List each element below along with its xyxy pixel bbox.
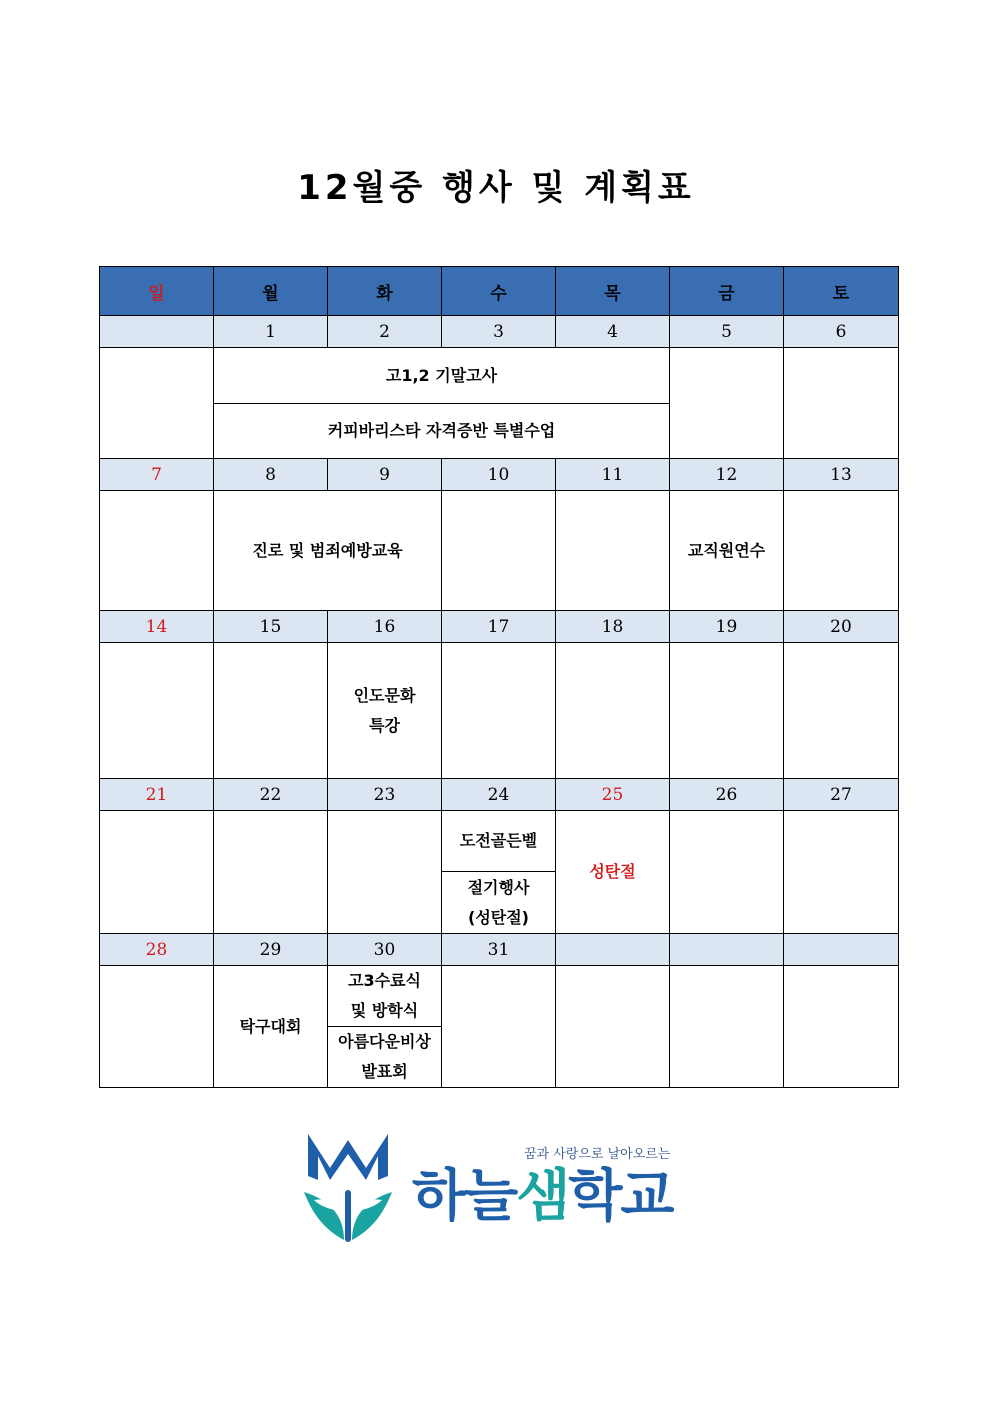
event-cell-empty [556, 966, 670, 1088]
event-exam: 고1,2 기말고사 [214, 348, 670, 404]
logo-school-name [412, 1152, 673, 1232]
date-row-week3 [100, 611, 899, 643]
date-row-week2 [100, 459, 899, 491]
date-cell: 26 [670, 779, 784, 811]
weekday-fri: 금 [670, 267, 784, 316]
date-cell: 11 [556, 459, 670, 491]
date-cell: 5 [670, 316, 784, 348]
event-cell-empty [442, 966, 556, 1088]
event-cell-empty [100, 491, 214, 611]
logo-name-part2: 늘 [464, 1164, 517, 1229]
date-cell: 8 [214, 459, 328, 491]
event-row-week1a [100, 348, 899, 404]
page-title: 12월중 행사 및 계획표 [297, 168, 695, 208]
date-cell: 31 [442, 934, 556, 966]
event-cell-empty [214, 811, 328, 934]
date-row-week4 [100, 779, 899, 811]
weekday-mon: 월 [214, 267, 328, 316]
event-row-week3 [100, 643, 899, 779]
date-cell: 3 [442, 316, 556, 348]
event-cell-empty [556, 643, 670, 779]
weekday-thu: 목 [556, 267, 670, 316]
event-cell-empty [328, 811, 442, 934]
event-career: 진로 및 범죄예방교육 [214, 491, 442, 611]
event-cell-empty [784, 491, 899, 611]
event-cell-empty [556, 491, 670, 611]
event-cell-empty [784, 643, 899, 779]
event-cell-empty [100, 966, 214, 1088]
event-row-week2 [100, 491, 899, 611]
date-cell [784, 934, 899, 966]
date-cell: 25 [556, 779, 670, 811]
event-cell-empty [670, 643, 784, 779]
event-grad-line2: 및 방학식 [350, 1001, 419, 1020]
event-barista: 커피바리스타 자격증반 특별수업 [214, 404, 670, 459]
event-india-lecture [328, 643, 442, 779]
event-india-line2: 특강 [369, 715, 400, 735]
date-cell: 10 [442, 459, 556, 491]
date-cell: 20 [784, 611, 899, 643]
event-graduation [328, 966, 442, 1027]
event-cell-empty [784, 348, 899, 459]
event-seasonal [442, 872, 556, 934]
event-golden-bell: 도전골든벨 [442, 811, 556, 872]
event-cell-empty [442, 491, 556, 611]
event-cell-empty [784, 966, 899, 1088]
date-cell [100, 316, 214, 348]
event-row-week5a [100, 966, 899, 1027]
date-cell: 23 [328, 779, 442, 811]
event-cell-empty [100, 348, 214, 459]
date-cell: 17 [442, 611, 556, 643]
event-cell-empty [214, 643, 328, 779]
weekday-sat: 토 [784, 267, 899, 316]
weekday-sun: 일 [100, 267, 214, 316]
date-cell: 24 [442, 779, 556, 811]
date-cell: 7 [100, 459, 214, 491]
date-cell: 1 [214, 316, 328, 348]
event-christmas: 성탄절 [556, 811, 670, 934]
event-cell-empty [442, 643, 556, 779]
event-beauty-line1: 아름다운비상 [338, 1032, 431, 1051]
logo-name-part4: 학교 [568, 1164, 673, 1229]
date-cell: 2 [328, 316, 442, 348]
date-cell: 27 [784, 779, 899, 811]
date-cell: 9 [328, 459, 442, 491]
weekday-header-row [100, 267, 899, 316]
event-india-line1: 인도문화 [353, 685, 416, 705]
event-staff-training: 교직원연수 [670, 491, 784, 611]
event-cell-empty [100, 811, 214, 934]
date-cell: 12 [670, 459, 784, 491]
event-cell-empty [670, 811, 784, 934]
calendar-table [99, 266, 899, 1088]
date-cell: 6 [784, 316, 899, 348]
date-row-week5 [100, 934, 899, 966]
logo-name-part3: 샘 [516, 1164, 569, 1229]
event-cell-empty [100, 643, 214, 779]
event-cell-empty [670, 348, 784, 459]
event-cell-empty [784, 811, 899, 934]
logo-name-part1: 하 [412, 1164, 465, 1229]
date-cell: 21 [100, 779, 214, 811]
date-cell: 29 [214, 934, 328, 966]
date-cell [670, 934, 784, 966]
date-cell: 14 [100, 611, 214, 643]
event-seasonal-line2: (성탄절) [468, 907, 529, 927]
date-cell: 18 [556, 611, 670, 643]
event-cell-empty [670, 966, 784, 1088]
event-beauty-line2: 발표회 [361, 1062, 408, 1081]
date-cell: 19 [670, 611, 784, 643]
date-cell: 16 [328, 611, 442, 643]
date-row-week1 [100, 316, 899, 348]
weekday-wed: 수 [442, 267, 556, 316]
event-grad-line1: 고3수료식 [348, 971, 421, 990]
logo-tagline: 꿈과 사랑으로 날아오르는 [524, 1147, 671, 1162]
date-cell: 28 [100, 934, 214, 966]
event-row-week4a [100, 811, 899, 872]
date-cell: 15 [214, 611, 328, 643]
weekday-tue: 화 [328, 267, 442, 316]
date-cell [556, 934, 670, 966]
event-seasonal-line1: 절기행사 [467, 877, 530, 897]
date-cell: 4 [556, 316, 670, 348]
event-table-tennis: 탁구대회 [214, 966, 328, 1088]
date-cell: 30 [328, 934, 442, 966]
date-cell: 13 [784, 459, 899, 491]
event-presentation [328, 1027, 442, 1088]
date-cell: 22 [214, 779, 328, 811]
